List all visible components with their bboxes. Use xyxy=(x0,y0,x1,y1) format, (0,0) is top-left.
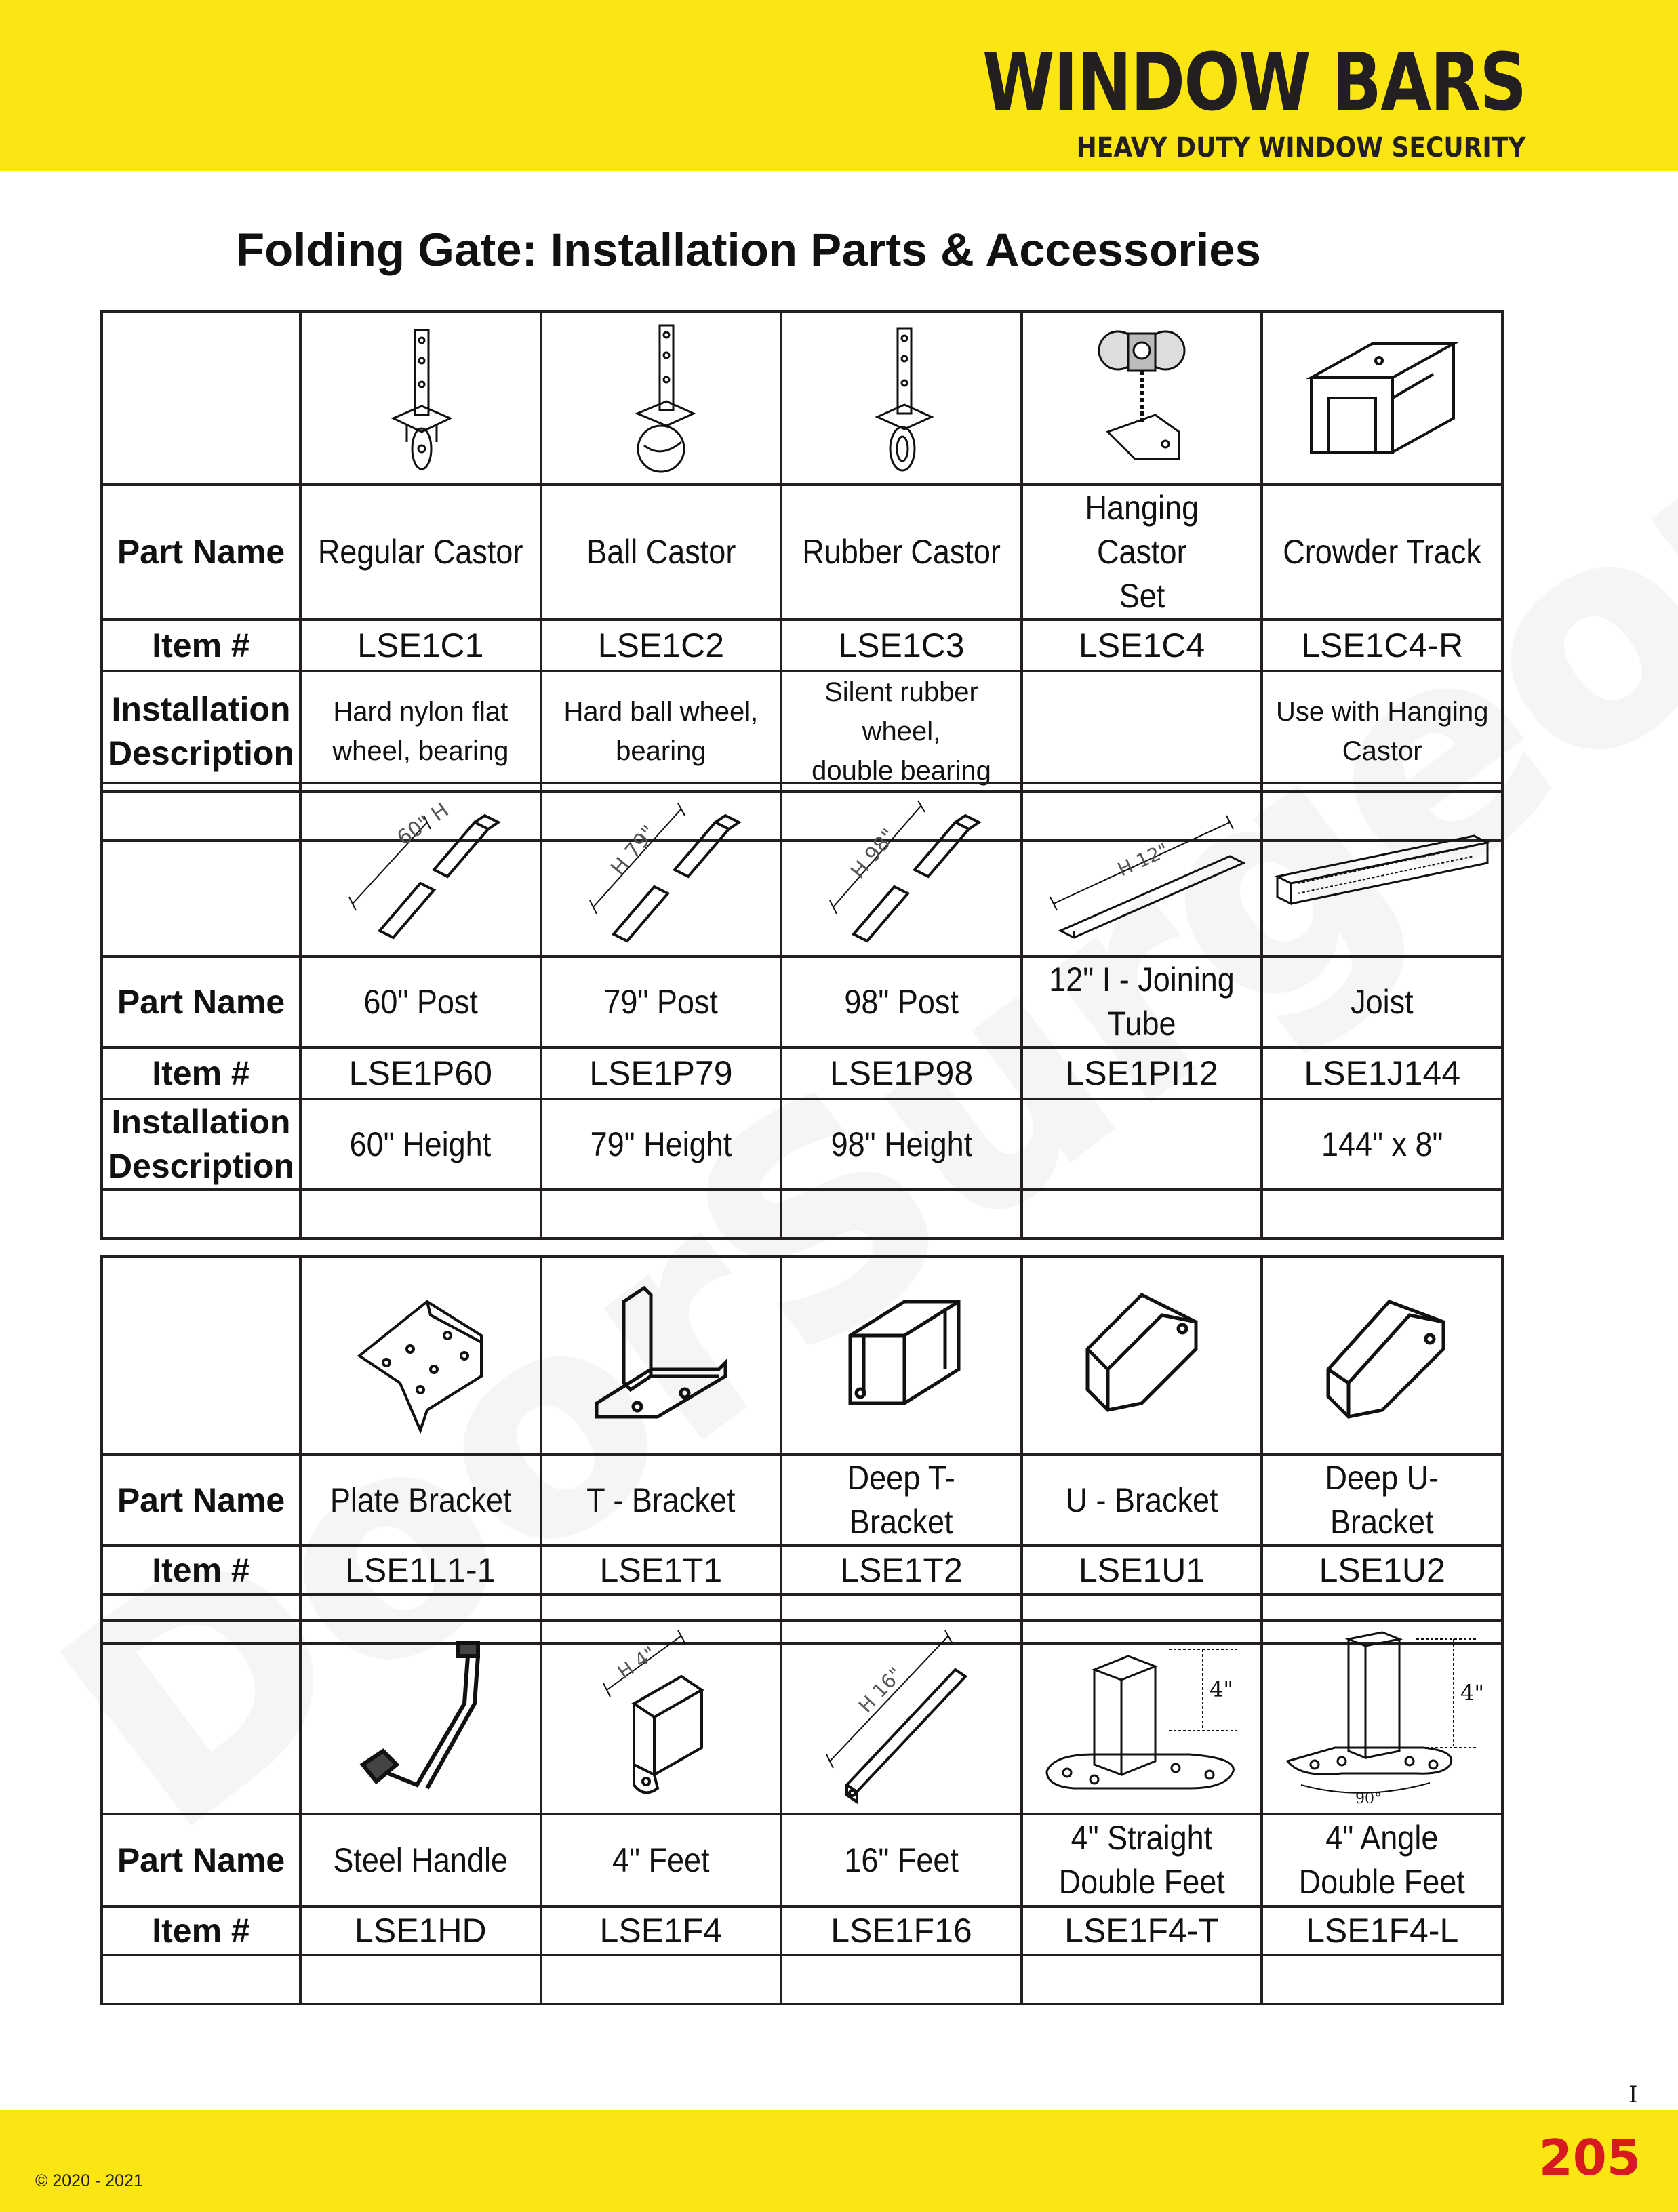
joining-tube-dimension: H 12" xyxy=(1114,839,1172,881)
post-79-icon xyxy=(580,795,742,944)
part-image-cell xyxy=(1262,1620,1502,1814)
crowder-track-icon xyxy=(1298,323,1467,472)
post-parts-table xyxy=(100,782,1504,1240)
item-number-cell: LSE1T2 xyxy=(781,1546,1022,1594)
description-cell: Hard nylon flat wheel, bearing xyxy=(300,671,541,792)
post-60-icon xyxy=(339,795,502,944)
text-cursor-mark: I xyxy=(1629,2081,1638,2108)
part-name-cell: Rubber Castor xyxy=(781,485,1022,620)
t-bracket-icon xyxy=(583,1274,739,1437)
part-image-cell xyxy=(781,783,1022,957)
empty-cell xyxy=(102,1190,300,1239)
part-image-cell xyxy=(1022,1257,1262,1455)
row-label-part-name: Part Name xyxy=(102,1455,300,1546)
part-image-cell xyxy=(781,1620,1022,1814)
footer-band xyxy=(0,2110,1678,2212)
feet-4-icon xyxy=(593,1629,729,1805)
item-number-cell: LSE1C4 xyxy=(1022,620,1262,671)
part-image-cell xyxy=(300,311,541,485)
empty-cell xyxy=(1022,1190,1262,1239)
row-label-part-name: Part Name xyxy=(102,485,300,620)
part-name-cell: 16" Feet xyxy=(781,1814,1022,1906)
bracket-parts-table xyxy=(100,1255,1504,1645)
part-image-cell xyxy=(781,311,1022,485)
row-label-item-number: Item # xyxy=(102,1906,300,1955)
regular-castor-icon xyxy=(380,323,461,472)
feet-16-dimension: H 16" xyxy=(854,1662,908,1717)
part-name-cell: Crowder Track xyxy=(1262,485,1502,620)
image-row-label-cell xyxy=(102,311,300,485)
item-number-cell: LSE1PI12 xyxy=(1022,1047,1262,1099)
item-number-cell: LSE1T1 xyxy=(541,1546,782,1594)
copyright-text: © 2020 - 2021 xyxy=(35,2171,143,2190)
brand-title: WINDOW BARS xyxy=(982,35,1525,129)
part-image-cell xyxy=(1022,311,1262,485)
page-number: 205 xyxy=(1538,2129,1641,2186)
description-cell: Use with Hanging Castor xyxy=(1262,671,1502,792)
steel-handle-icon xyxy=(342,1629,498,1805)
empty-cell xyxy=(300,1955,541,2004)
post-98-dimension: H 98" xyxy=(846,824,902,884)
item-number-cell: LSE1P60 xyxy=(300,1047,541,1099)
empty-cell xyxy=(102,1955,300,2004)
description-cell xyxy=(1022,671,1262,792)
straight-double-feet-dimension: 4" xyxy=(1210,1676,1234,1702)
item-number-cell: LSE1P79 xyxy=(541,1047,782,1099)
row-label-part-name: Part Name xyxy=(102,1814,300,1906)
row-label-part-name: Part Name xyxy=(102,957,300,1047)
item-number-cell: LSE1HD xyxy=(300,1906,541,1955)
angle-double-feet-icon xyxy=(1274,1626,1491,1809)
part-name-cell: 12" I - Joining Tube xyxy=(1022,957,1262,1047)
angle-double-feet-dimension: 4" xyxy=(1460,1680,1484,1706)
part-image-cell xyxy=(300,1620,541,1814)
part-name-cell: 4" Feet xyxy=(541,1814,782,1906)
part-image-cell xyxy=(1262,1257,1502,1455)
empty-cell xyxy=(541,1955,782,2004)
item-number-cell: LSE1C2 xyxy=(541,620,782,671)
post-98-icon xyxy=(820,795,982,944)
castor-parts-table xyxy=(100,310,1504,842)
empty-cell xyxy=(1262,1190,1502,1239)
deep-t-bracket-icon xyxy=(823,1274,979,1437)
empty-cell xyxy=(300,1190,541,1239)
item-number-cell: LSE1L1-1 xyxy=(300,1546,541,1594)
row-label-item-number: Item # xyxy=(102,1047,300,1099)
part-image-cell xyxy=(541,1257,782,1455)
image-row-label-cell xyxy=(102,1257,300,1455)
item-number-cell: LSE1F4-T xyxy=(1022,1906,1262,1955)
part-image-cell xyxy=(1022,1620,1262,1814)
post-79-dimension: H 79" xyxy=(606,821,662,881)
empty-cell xyxy=(1022,1955,1262,2004)
item-number-cell: LSE1C4-R xyxy=(1262,620,1502,671)
part-name-cell: 4" Straight Double Feet xyxy=(1022,1814,1262,1906)
description-cell: 144" x 8" xyxy=(1262,1099,1502,1190)
part-name-cell: Steel Handle xyxy=(300,1814,541,1906)
joist-icon xyxy=(1271,816,1494,924)
row-label-item-number: Item # xyxy=(102,1546,300,1594)
empty-cell xyxy=(541,1190,782,1239)
part-image-cell xyxy=(300,1257,541,1455)
description-cell: 79" Height xyxy=(541,1099,782,1190)
part-name-cell: Hanging Castor Set xyxy=(1022,485,1262,620)
item-number-cell: LSE1U1 xyxy=(1022,1546,1262,1594)
row-label-item-number: Item # xyxy=(102,620,300,671)
part-name-cell: Joist xyxy=(1262,957,1502,1047)
image-row-label-cell xyxy=(102,1620,300,1814)
plate-bracket-icon xyxy=(346,1274,495,1437)
part-name-cell: Deep U-Bracket xyxy=(1262,1455,1502,1546)
description-cell: Silent rubber wheel, double bearing xyxy=(781,671,1022,792)
image-row-label-cell xyxy=(102,783,300,957)
part-name-cell: U - Bracket xyxy=(1022,1455,1262,1546)
page-title: Folding Gate: Installation Parts & Accessories xyxy=(236,224,1262,276)
rubber-castor-icon xyxy=(860,323,942,472)
part-image-cell xyxy=(541,311,782,485)
part-name-cell: Ball Castor xyxy=(541,485,782,620)
feet-parts-table xyxy=(100,1619,1504,2005)
deep-u-bracket-icon xyxy=(1308,1274,1457,1437)
angle-label: 90° xyxy=(1355,1790,1382,1807)
post-60-dimension: 60" H xyxy=(393,798,454,851)
feet-16-icon xyxy=(820,1629,982,1805)
item-number-cell: LSE1J144 xyxy=(1262,1047,1502,1099)
part-image-cell xyxy=(300,783,541,957)
part-image-cell xyxy=(781,1257,1022,1455)
straight-double-feet-icon xyxy=(1033,1629,1250,1805)
part-image-cell xyxy=(1262,783,1502,957)
item-number-cell: LSE1F16 xyxy=(781,1906,1022,1955)
item-number-cell: LSE1F4-L xyxy=(1262,1906,1502,1955)
item-number-cell: LSE1C1 xyxy=(300,620,541,671)
u-bracket-icon xyxy=(1067,1274,1216,1437)
item-number-cell: LSE1C3 xyxy=(781,620,1022,671)
empty-cell xyxy=(781,1190,1022,1239)
row-label-installation-description: Installation Description xyxy=(102,671,300,792)
part-image-cell xyxy=(541,1620,782,1814)
empty-cell xyxy=(781,1955,1022,2004)
part-image-cell xyxy=(1022,783,1262,957)
description-cell xyxy=(1022,1099,1262,1190)
item-number-cell: LSE1F4 xyxy=(541,1906,782,1955)
joining-tube-icon xyxy=(1033,795,1250,944)
header-band xyxy=(0,0,1678,171)
part-name-cell: T - Bracket xyxy=(541,1455,782,1546)
feet-4-dimension: H 4" xyxy=(613,1641,660,1684)
empty-cell xyxy=(1262,1955,1502,2004)
row-label-installation-description: Installation Description xyxy=(102,1099,300,1190)
part-name-cell: 79" Post xyxy=(541,957,782,1047)
description-cell: Hard ball wheel, bearing xyxy=(541,671,782,792)
description-cell: 98" Height xyxy=(781,1099,1022,1190)
description-cell: 60" Height xyxy=(300,1099,541,1190)
part-name-cell: 60" Post xyxy=(300,957,541,1047)
item-number-cell: LSE1P98 xyxy=(781,1047,1022,1099)
part-name-cell: Plate Bracket xyxy=(300,1455,541,1546)
part-image-cell xyxy=(1262,311,1502,485)
part-name-cell: 4" Angle Double Feet xyxy=(1262,1814,1502,1906)
brand-subtitle: HEAVY DUTY WINDOW SECURITY xyxy=(1076,132,1525,163)
item-number-cell: LSE1U2 xyxy=(1262,1546,1502,1594)
part-image-cell xyxy=(541,783,782,957)
part-name-cell: Deep T-Bracket xyxy=(781,1455,1022,1546)
part-name-cell: 98" Post xyxy=(781,957,1022,1047)
hanging-castor-icon xyxy=(1087,323,1196,472)
ball-castor-icon xyxy=(620,320,702,476)
part-name-cell: Regular Castor xyxy=(300,485,541,620)
